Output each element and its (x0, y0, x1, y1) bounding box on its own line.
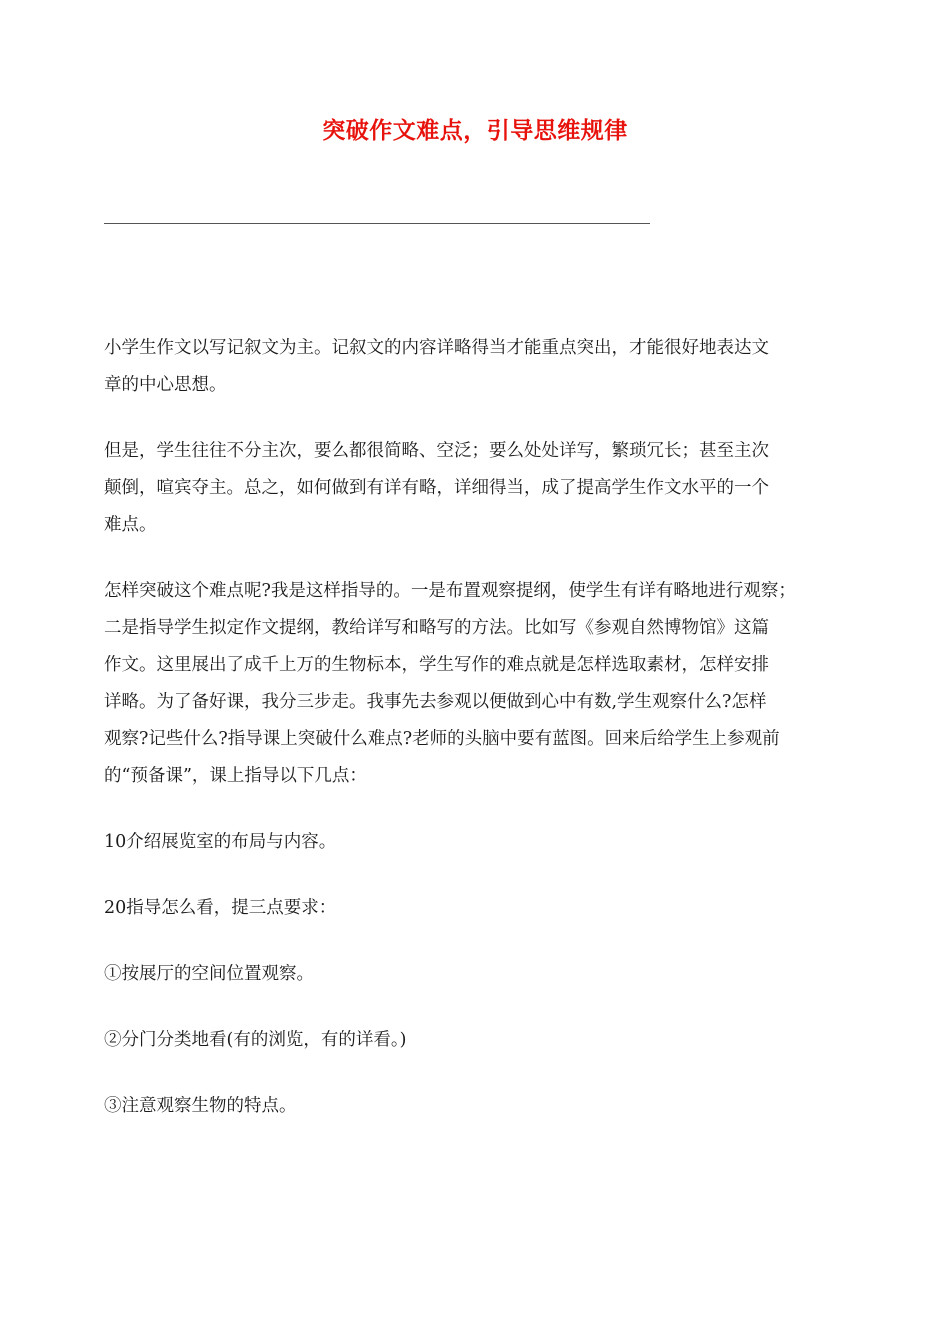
text-line: 但是，学生往往不分主次，要么都很简略、空泛；要么处处详写，繁琐冗长；甚至主次 (104, 441, 769, 461)
list-item (104, 1022, 856, 1059)
text-line: ②分门分类地看(有的浏览，有的详看。) (104, 1030, 407, 1050)
text-line: ③注意观察生物的特点。 (104, 1096, 297, 1116)
text-line: ①按展厅的空间位置观察。 (104, 964, 314, 984)
list-item (104, 890, 856, 927)
text-line: 怎样突破这个难点呢?我是这样指导的。一是布置观察提纲，使学生有详有略地进行观察； (104, 581, 796, 601)
text-line: 观察?记些什么?指导课上突破什么难点?老师的头脑中要有蓝图。回来后给学生上参观前 (104, 729, 780, 749)
paragraph-problem (104, 433, 856, 544)
document-body (104, 330, 856, 1154)
paragraph-method (104, 573, 856, 795)
text-line: 10介绍展览室的布局与内容。 (104, 832, 337, 852)
text-line: 20指导怎么看，提三点要求： (104, 898, 337, 918)
list-item (104, 956, 856, 993)
text-line: 二是指导学生拟定作文提纲，教给详写和略写的方法。比如写《参观自然博物馆》这篇 (104, 618, 769, 638)
text-line: 章的中心思想。 (104, 375, 227, 395)
text-line: 小学生作文以写记叙文为主。记叙文的内容详略得当才能重点突出，才能很好地表达文 (104, 338, 769, 358)
text-line: 颠倒，喧宾夺主。总之，如何做到有详有略，详细得当，成了提高学生作文水平的一个 (104, 478, 769, 498)
paragraph-intro (104, 330, 856, 404)
text-line: 的“预备课”，课上指导以下几点： (104, 766, 367, 786)
list-item (104, 1088, 856, 1125)
text-line: 作文。这里展出了成千上万的生物标本，学生写作的难点就是怎样选取素材，怎样安排 (104, 655, 769, 675)
text-line: 详略。为了备好课，我分三步走。我事先去参观以便做到心中有数,学生观察什么?怎样 (104, 692, 767, 712)
list-item (104, 824, 856, 861)
document-title: 突破作文难点，引导思维规律 (322, 118, 628, 144)
title-divider (104, 223, 650, 224)
text-line: 难点。 (104, 515, 157, 535)
